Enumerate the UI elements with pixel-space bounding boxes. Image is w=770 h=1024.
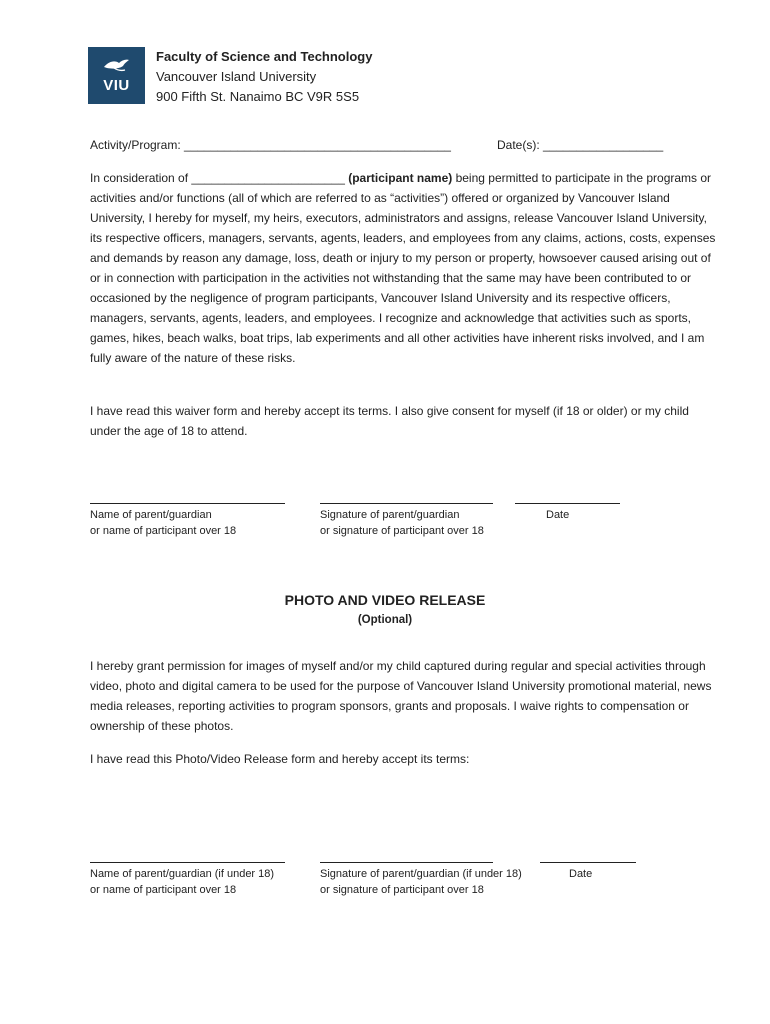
name-signature-line-2[interactable] — [90, 862, 285, 863]
release-accept: I have read this Photo/Video Release form and hereby accept its terms: — [90, 752, 470, 766]
university-name: Vancouver Island University — [156, 69, 317, 84]
signature-label-line1: Signature of parent/guardian — [320, 509, 460, 521]
name-label-2-line2: or name of participant over 18 — [90, 884, 237, 896]
waiver-paragraph — [90, 168, 720, 368]
waiver-body: being permitted to participate in the programs or activities and/or functions (all of which are referred to as “activities”) offered or organized by Vancouver Island University, I hereby for myself, my heirs, executors, administrators and assigns, release Vancouver Island University, its respective officers, managers, servants, agents, leaders, and employees from any claims, actions, costs, expenses and demands by reason any damage, loss, death or injury to my person or property, howsoever caused arising out of or in connection with participation in the activities not withstanding that the same may have been contributed to or occasioned by the negligence of program participants, Vancouver Island University and its respective officers, managers, servants, agents, leaders, and employees. I recognize and acknowledge that activities such as sports, games, hikes, beach walks, boat trips, lab experiments and all other activities have inherent risks involved, and I am fully aware of the nature of these risks. — [90, 171, 716, 365]
name-label-2-line1: Name of parent/guardian (if under 18) — [90, 868, 275, 880]
signature-label — [320, 507, 484, 539]
participant-name-label: (participant name) — [348, 171, 453, 185]
release-subtitle: (Optional) — [357, 614, 413, 626]
participant-name-blank[interactable]: In consideration of _______________________ — [90, 171, 349, 185]
signature-label-2-line1: Signature of parent/guardian (if under 18) — [320, 868, 522, 880]
logo-text: VIU — [103, 77, 130, 94]
university-address: 900 Fifth St. Nanaimo BC V9R 5S5 — [156, 89, 360, 104]
waiver-consent: I have read this waiver form and hereby accept its terms. I also give consent for myself (if 18 or older) or my child under the age of 18 to attend. — [90, 404, 689, 438]
name-signature-line[interactable] — [90, 503, 285, 504]
name-label-2 — [90, 866, 274, 898]
signature-label-line2: or signature of participant over 18 — [320, 525, 484, 537]
name-label-line1: Name of parent/guardian — [90, 509, 212, 521]
release-paragraph: I hereby grant permission for images of myself and/or my child captured during regular and special activities through video, photo and digital camera to be used for the purpose of Vancouver Island University promotional material, news media releases, reporting activities to program sponsors, grants and proposals. I waive rights to compensation or ownership of these photos. — [90, 659, 712, 733]
release-title: PHOTO AND VIDEO RELEASE — [284, 592, 486, 608]
date-line[interactable] — [515, 503, 620, 504]
activity-program-field[interactable]: Activity/Program: ________________________________________ — [90, 138, 451, 152]
date-label: Date — [546, 509, 570, 521]
name-label — [90, 507, 236, 539]
faculty-title: Faculty of Science and Technology — [156, 49, 373, 64]
name-label-line2: or name of participant over 18 — [90, 525, 237, 537]
bird-icon — [102, 57, 131, 75]
signature-line[interactable] — [320, 503, 493, 504]
signature-line-2[interactable] — [320, 862, 493, 863]
dates-field[interactable]: Date(s): __________________ — [497, 138, 664, 152]
signature-label-2 — [320, 866, 522, 898]
date-label-2: Date — [569, 868, 593, 880]
signature-label-2-line2: or signature of participant over 18 — [320, 884, 484, 896]
date-line-2[interactable] — [540, 862, 636, 863]
viu-logo — [88, 47, 145, 104]
